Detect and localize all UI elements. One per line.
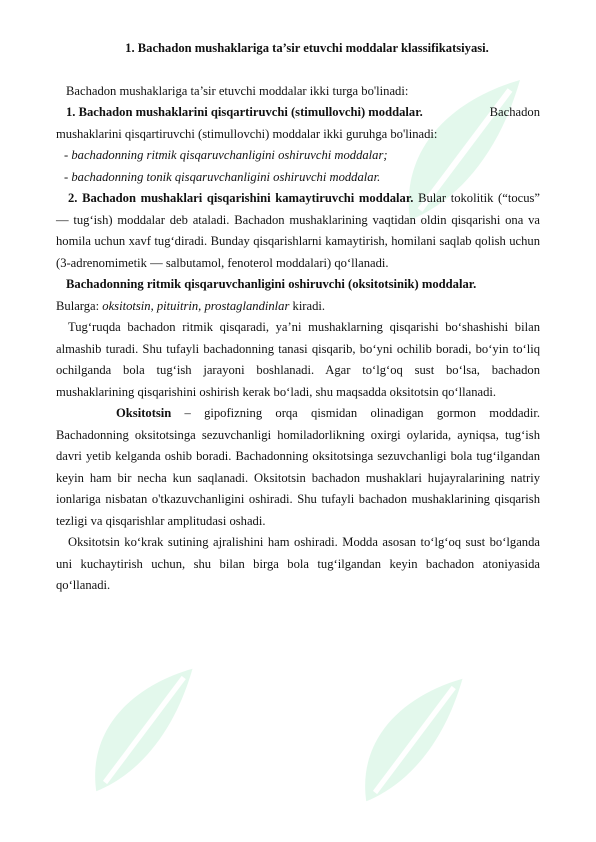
watermark-leaf-icon: [340, 660, 480, 820]
section1-paragraph: [56, 102, 540, 145]
section2-heading: 2. Bachadon mushaklari qisqarishini kamaytiruvchi moddalar.: [68, 191, 414, 205]
page-title: 1. Bachadon mushaklariga ta’sir etuvchi moddalar klassifikatsiyasi.: [125, 41, 489, 55]
section1-text: mushaklarini qisqartiruvchi (stimullovchi) moddalar ikki guruhga bo'linadi:: [56, 126, 438, 141]
section2-paragraph: [56, 188, 540, 274]
intro-paragraph: Bachadon mushaklariga ta’sir etuvchi moddalar ikki turga bo'linadi:: [66, 83, 409, 98]
section3-examples: oksitotsin, pituitrin, prostaglandinlar: [102, 298, 290, 313]
section3-paragraph-2: Oksitotsin – gipofizning orqa qismidan olinadigan gormon moddadir. Bachadonning oksitotsinga sezuvchanligi homiladorlikning oxirgi oylarida, ayniqsa, tug‘ish davri yetib kelganda oshib boradi. Bachadonning oksitotsinga sezuvchanligi bola tug‘ilgandan keyin ham bir necha kun saqlanadi. Oksitotsin bachadon mushaklari hujayralarining natriy ionlariga nisbatan o'tkazuvchanligini oshiradi. Shu tufayli bachadon mushaklarining qisqarish tezligi va qisqarishlar amplitudasi oshadi.: [56, 406, 540, 528]
section3-heading: Bachadonning ritmik qisqaruvchanligini oshiruvchi (oksitotsinik) moddalar.: [66, 277, 477, 291]
section1-heading: 1. Bachadon mushaklarini qisqartiruvchi (stimullovchi) moddalar.: [66, 105, 423, 119]
section3-lead-paragraph: Bularga: oksitotsin, pituitrin, prostaglandinlar kiradi.: [56, 298, 326, 313]
section3-paragraph-3: Oksitotsin ko‘krak sutining ajralishini ham oshiradi. Modda asosan to‘lg‘oq sust bo‘lganda uni kuchaytirish uchun, shu bilan birga bola tug‘ilgandan keyin bachadon atoniyasida qo‘llanadi.: [56, 535, 540, 592]
list-item: - bachadonning tonik qisqaruvchanligini oshiruvchi moddalar.: [64, 169, 381, 184]
section1-heading-tail: Bachadon: [489, 105, 540, 119]
oksitotsin-term: Oksitotsin: [116, 406, 172, 420]
section2-text: Bular tokolitik (“tocus” — tug‘ish) moddalar deb ataladi. Bachadon mushaklarining vaqtidan oldin qisqarishi ona va homila uchun xavf tug‘diradi. Bunday qisqarishlarni kamaytirish, homilani saqlab qolish uchun (3-adrenomimetik — salbutamol, fenoterol moddalari) qo‘llanadi.: [56, 191, 540, 270]
document-body: [56, 38, 540, 597]
section3-heading-paragraph: [56, 274, 540, 296]
section3-paragraph-1: Tug‘ruqda bachadon ritmik qisqaradi, ya’ni mushaklarning qisqarishi bo‘shashishi bilan almashib turadi. Shu tufayli bachadonning tanasi qisqarib, bo‘yni ochilib boradi, bo‘yin to‘liq ochilganda bola tug‘ish jarayoni boshlanadi. Agar to‘lg‘oq sust bo‘lsa, bachadon mushaklarining qisqarishini oshirish kerak bo‘ladi, shu maqsadda oksitotsin qo‘llanadi.: [56, 320, 540, 399]
list-item: - bachadonning ritmik qisqaruvchanligini oshiruvchi moddalar;: [64, 148, 388, 162]
watermark-leaf-icon: [70, 650, 210, 810]
